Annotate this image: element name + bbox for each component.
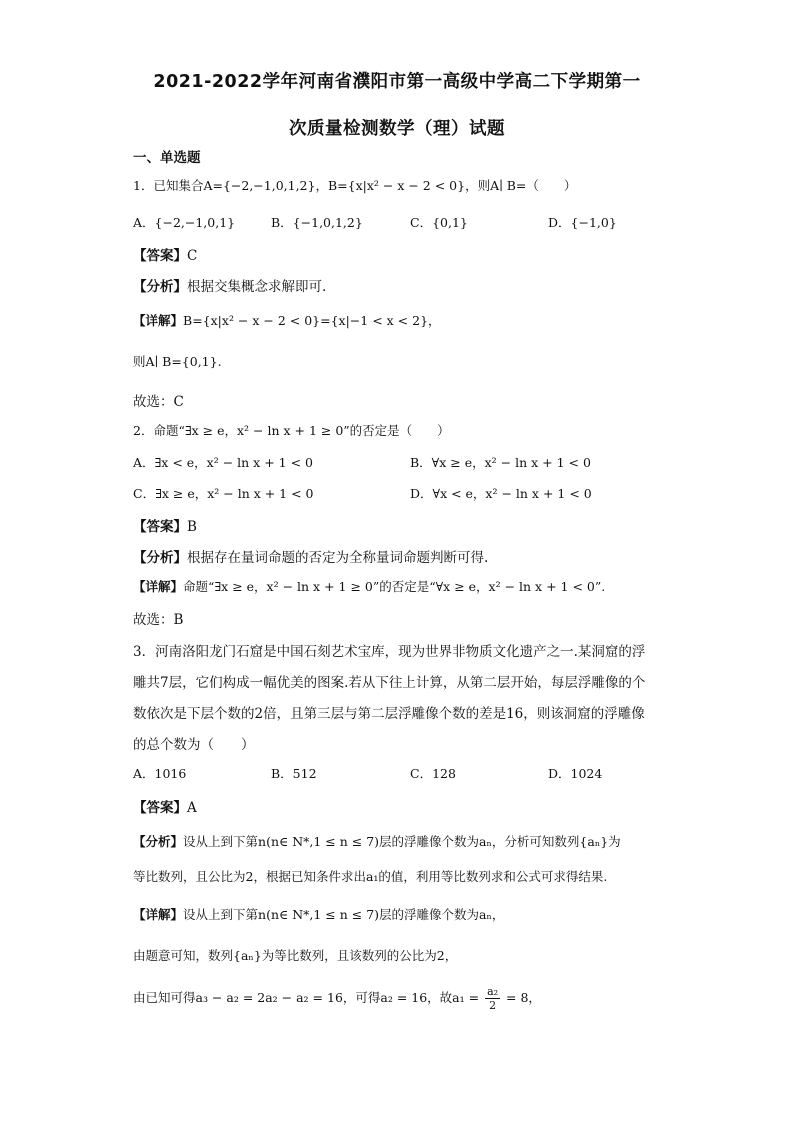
q1-detail-2: 则A∣ B={0,1}.	[133, 354, 222, 369]
q1-option-b: B．{−1,0,1,2}	[271, 215, 363, 230]
q3-option-a: A．1016	[133, 766, 187, 781]
answer-value: A	[187, 800, 197, 816]
q1-stem: 1．已知集合A={−2,−1,0,1,2}，B={x|x² − x − 2 < 0}，则A∣ B=（ ）	[133, 178, 577, 193]
analysis-tag: 【分析】	[133, 279, 187, 295]
detail-text-after-fraction: = 8，	[502, 990, 541, 1005]
q2-option-a: A．∃x < e，x² − ln x + 1 < 0	[133, 455, 313, 470]
q2-option-c: C．∃x ≥ e，x² − ln x + 1 < 0	[133, 486, 314, 501]
q3-detail	[133, 905, 504, 923]
q3-answer	[133, 796, 197, 816]
q2-stem: 2．命题“∃x ≥ e，x² − ln x + 1 ≥ 0”的否定是（ ）	[133, 423, 450, 438]
detail-tag: 【详解】	[133, 907, 184, 922]
q3-analysis	[133, 832, 621, 850]
answer-tag: 【答案】	[133, 248, 187, 264]
q3-stem-line-3: 数依次是下层个数的2倍，且第三层与第二层浮雕像个数的差是16，则该洞窟的浮雕像	[133, 706, 645, 722]
q3-stem-line-4: 的总个数为（ ）	[133, 737, 255, 753]
q3-stem-line-1: 3．河南洛阳龙门石窟是中国石刻艺术宝库，现为世界非物质文化遗产之一.某洞窟的浮	[133, 644, 646, 660]
detail-text-before-fraction: 由已知可得a₃ − a₂ = 2a₂ − a₂ = 16，可得a₂ = 16，故a₁ =	[133, 990, 484, 1005]
q2-answer	[133, 515, 197, 535]
answer-tag: 【答案】	[133, 519, 187, 535]
section-heading: 一、单选题	[133, 150, 201, 166]
q3-detail-line-2: 由题意可知，数列{aₙ}为等比数列，且该数列的公比为2，	[133, 948, 458, 963]
q1-option-d: D．{−1,0}	[548, 215, 617, 230]
detail-text: 设从上到下第n(n∈ N*,1 ≤ n ≤ 7)层的浮雕像个数为aₙ，	[183, 907, 505, 922]
q2-option-d: D．∀x < e，x² − ln x + 1 < 0	[410, 486, 592, 501]
q3-option-b: B．512	[271, 766, 317, 781]
answer-value: B	[187, 519, 197, 535]
document-title-line-2: 次质量检测数学（理）试题	[289, 119, 505, 139]
q3-analysis-line-2: 等比数列，且公比为2，根据已知条件求出a₁的值，利用等比数列求和公式可求得结果.	[133, 869, 608, 884]
q1-option-a: A．{−2,−1,0,1}	[133, 215, 236, 230]
q2-choose: 故选：B	[133, 612, 184, 628]
fraction-numerator: a₂	[487, 985, 499, 998]
q2-option-b: B．∀x ≥ e，x² − ln x + 1 < 0	[410, 455, 591, 470]
detail-tag: 【详解】	[133, 313, 184, 328]
document-title-line-1: 2021-2022学年河南省濮阳市第一高级中学高二下学期第一	[153, 72, 641, 92]
detail-text: B={x|x² − x − 2 < 0}={x|−1 < x < 2}，	[183, 313, 441, 328]
analysis-text: 根据交集概念求解即可.	[187, 279, 327, 295]
q1-choose: 故选：C	[133, 394, 184, 410]
answer-tag: 【答案】	[133, 800, 187, 816]
q1-analysis	[133, 275, 326, 295]
fraction-denominator: 2	[489, 999, 497, 1012]
fraction	[485, 985, 500, 1012]
q3-detail-line-3	[133, 985, 541, 1012]
q3-option-d: D．1024	[548, 766, 603, 781]
q1-option-c: C．{0,1}	[410, 215, 468, 230]
analysis-text: 设从上到下第n(n∈ N*,1 ≤ n ≤ 7)层的浮雕像个数为aₙ，分析可知数列{aₙ}为	[183, 834, 621, 849]
q2-detail	[133, 577, 605, 595]
q3-option-c: C．128	[410, 766, 456, 781]
answer-value: C	[187, 248, 198, 264]
detail-tag: 【详解】	[133, 579, 184, 594]
q1-detail	[133, 311, 441, 329]
analysis-text: 根据存在量词命题的否定为全称量词命题判断可得.	[187, 550, 489, 566]
q3-stem-line-2: 雕共7层，它们构成一幅优美的图案.若从下往上计算，从第二层开始，每层浮雕像的个	[133, 675, 646, 691]
detail-text: 命题“∃x ≥ e，x² − ln x + 1 ≥ 0”的否定是“∀x ≥ e，x² − ln x + 1 < 0”.	[183, 579, 606, 594]
analysis-tag: 【分析】	[133, 834, 184, 849]
analysis-tag: 【分析】	[133, 550, 187, 566]
q1-answer	[133, 244, 197, 264]
q2-analysis	[133, 546, 488, 566]
